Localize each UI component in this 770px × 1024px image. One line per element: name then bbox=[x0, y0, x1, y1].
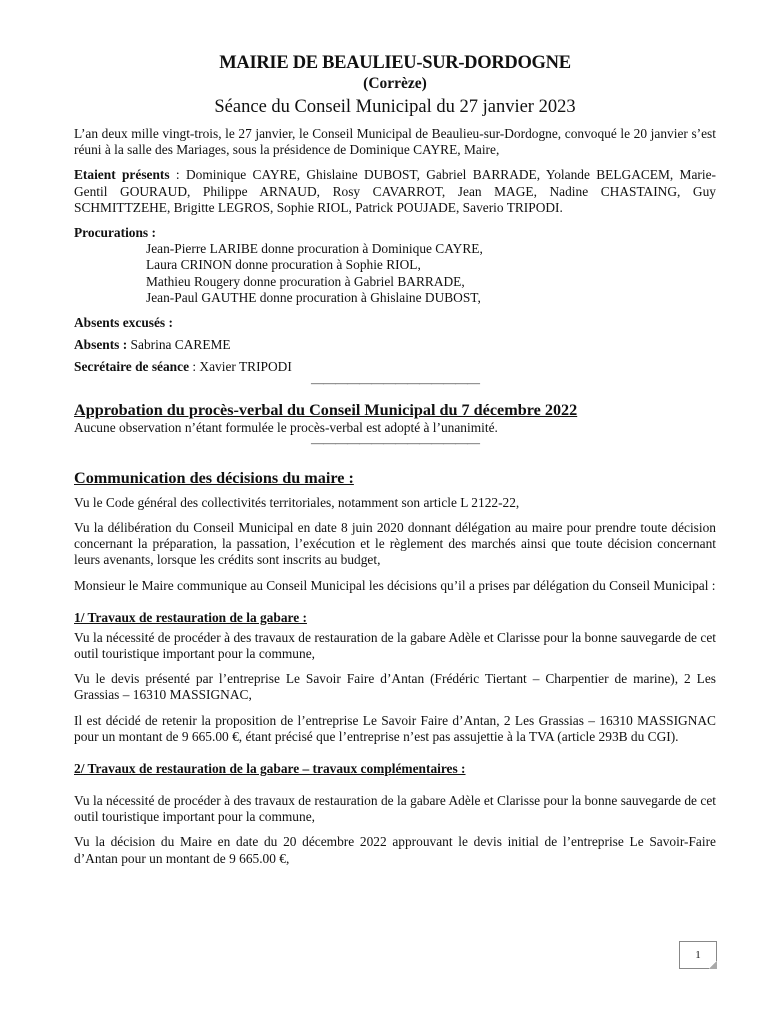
item-heading-1: 1/ Travaux de restauration de la gabare : bbox=[74, 609, 307, 625]
page-number: 1 bbox=[695, 949, 701, 961]
item-heading-2: 2/ Travaux de restauration de la gabare – travaux complémentaires : bbox=[74, 761, 466, 777]
secretaire-text: : Xavier TRIPODI bbox=[189, 359, 292, 375]
absents bbox=[74, 337, 716, 353]
paragraph: Vu la délibération du Conseil Municipal en date 8 juin 2020 donnant délégation au maire pour prendre toute décision concernant la préparation, la passation, l’exécution et le règlement des marchés ainsi que toute décision concernant leurs avenants, lorsque les crédits sont inscrits au budget, bbox=[74, 520, 716, 568]
presents-label: Etaient présents bbox=[74, 167, 170, 183]
procuration-item: Mathieu Rougery donne procuration à Gabriel BARRADE, bbox=[146, 273, 465, 289]
document-title: MAIRIE DE BEAULIEU-SUR-DORDOGNE bbox=[219, 53, 571, 73]
intro-paragraph: L’an deux mille vingt-trois, le 27 janvier, le Conseil Municipal de Beaulieu-sur-Dordogne, convoqué le 20 janvier s’est réuni à la salle des Mariages, sous la présidence de Dominique CAYRE, Maire, bbox=[74, 126, 716, 158]
secretaire-label: Secrétaire de séance bbox=[74, 359, 190, 375]
absents-text: Sabrina CAREME bbox=[127, 337, 231, 353]
page-number-box bbox=[679, 941, 717, 969]
paragraph: Vu la nécessité de procéder à des travaux de restauration de la gabare Adèle et Clarisse pour la bonne sauvegarde de cet outil touristique important pour la commune, bbox=[74, 629, 716, 662]
paragraph: Vu le Code général des collectivités territoriales, notamment son article L 2122-22, bbox=[74, 494, 520, 510]
presents-paragraph bbox=[74, 167, 716, 216]
document-page bbox=[74, 52, 716, 867]
paragraph: Monsieur le Maire communique au Conseil Municipal les décisions qu’il a prises par délégation du Conseil Municipal : bbox=[74, 577, 716, 593]
presents-text: : Dominique CAYRE, Ghislaine DUBOST, Gabriel BARRADE, Yolande BELGACEM, Marie-Gentil GOURAUD, Philippe ARNAUD, Rosy CAVARROT, Jean MAGE, Nadine CHASTAING, Guy SCHMITTZEHE, Brigitte LEGROS, Sophie RIOL, Patrick POUJADE, Saverio TRIPODI. bbox=[74, 167, 716, 215]
approbation-text: Aucune observation n’étant formulée le procès-verbal est adopté à l’unanimité. bbox=[74, 419, 498, 435]
absents-label: Absents : bbox=[74, 337, 128, 353]
page-curl-icon bbox=[709, 961, 717, 969]
procuration-item: Jean-Paul GAUTHE donne procuration à Ghislaine DUBOST, bbox=[146, 289, 481, 305]
paragraph: Il est décidé de retenir la proposition de l’entreprise Le Savoir Faire d’Antan, 2 Les Grassias – 16310 MASSIGNAC pour un montant de 9 665.00 €, étant précisé que l’entreprise n’est pas assujettie à la TVA (article 293B du CGI). bbox=[74, 712, 716, 744]
session-title: Séance du Conseil Municipal du 27 janvier 2023 bbox=[214, 97, 576, 117]
separator-line: —————————————— bbox=[311, 374, 479, 390]
section-heading-communication: Communication des décisions du maire : bbox=[74, 468, 354, 487]
paragraph: Vu la nécessité de procéder à des travaux de restauration de la gabare Adèle et Clarisse pour la bonne sauvegarde de cet outil touristique important pour la commune, bbox=[74, 793, 716, 825]
absents-excuses: Absents excusés : bbox=[74, 315, 173, 331]
procurations-label: Procurations : bbox=[74, 225, 156, 241]
separator-line: —————————————— bbox=[311, 434, 479, 450]
procuration-item: Jean-Pierre LARIBE donne procuration à Dominique CAYRE, bbox=[146, 241, 483, 257]
paragraph: Vu la décision du Maire en date du 20 décembre 2022 approuvant le devis initial de l’entreprise Le Savoir-Faire d’Antan pour un montant de 9 665.00 €, bbox=[74, 834, 716, 866]
secretaire bbox=[74, 359, 716, 375]
document-subtitle: (Corrèze) bbox=[363, 75, 427, 92]
paragraph: Vu le devis présenté par l’entreprise Le Savoir Faire d’Antan (Frédéric Tiertant – Charpentier de marine), 2 Les Grassias – 16310 MASSIGNAC, bbox=[74, 671, 716, 703]
section-heading-approbation: Approbation du procès-verbal du Conseil Municipal du 7 décembre 2022 bbox=[74, 400, 578, 419]
procuration-item: Laura CRINON donne procuration à Sophie RIOL, bbox=[146, 257, 421, 273]
